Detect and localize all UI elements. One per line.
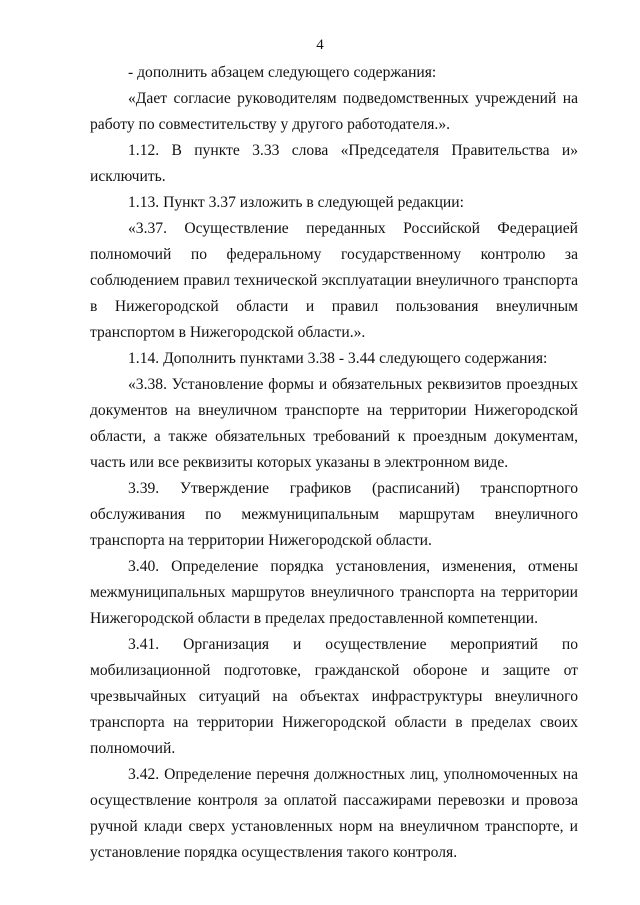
paragraph-3-37: «3.37. Осуществление переданных Российской Федерацией полномочий по федеральному государственному контролю за соблюдением правил технической эксплуатации внеуличного транспорта в Нижегородской области и правил пользования внеуличным транспортом в Нижегородской области.».: [90, 220, 578, 341]
page-number: 4: [316, 37, 324, 53]
document-body: [90, 60, 578, 866]
paragraph-3-39: 3.39. Утверждение графиков (расписаний) транспортного обслуживания по межмуниципальным маршрутам внеуличного транспорта на территории Нижегородской области.: [90, 480, 578, 549]
paragraph-3-42: 3.42. Определение перечня должностных лиц, уполномоченных на осуществление контроля за оплатой пассажирами перевозки и провоза ручной клади сверх установленных норм на внеуличном транспорте, и установление порядка осуществления такого контроля.: [90, 766, 578, 861]
paragraph-1-14: 1.14. Дополнить пунктами 3.38 - 3.44 следующего содержания:: [128, 350, 548, 367]
paragraph-1-12: 1.12. В пункте 3.33 слова «Председателя Правительства и» исключить.: [90, 142, 578, 185]
paragraph-1-13: 1.13. Пункт 3.37 изложить в следующей редакции:: [128, 194, 464, 211]
paragraph-3-38: «3.38. Установление формы и обязательных реквизитов проездных документов на внеуличном транспорте на территории Нижегородской области, а также обязательных требований к проездным документам, часть или все реквизиты которых указаны в электронном виде.: [90, 376, 578, 471]
paragraph-consent-clause: «Дает согласие руководителям подведомственных учреждений на работу по совместительству у другого работодателя.».: [90, 90, 578, 133]
paragraph-add-clause: - дополнить абзацем следующего содержания:: [128, 64, 437, 81]
paragraph-3-40: 3.40. Определение порядка установления, изменения, отмены межмуниципальных маршрутов внеуличного транспорта на территории Нижегородской области в пределах предоставленной компетенции.: [90, 558, 578, 627]
paragraph-3-41: 3.41. Организация и осуществление мероприятий по мобилизационной подготовке, гражданской обороне и защите от чрезвычайных ситуаций на объектах инфраструктуры внеуличного транспорта на территории Нижегородской области в пределах своих полномочий.: [90, 636, 578, 757]
